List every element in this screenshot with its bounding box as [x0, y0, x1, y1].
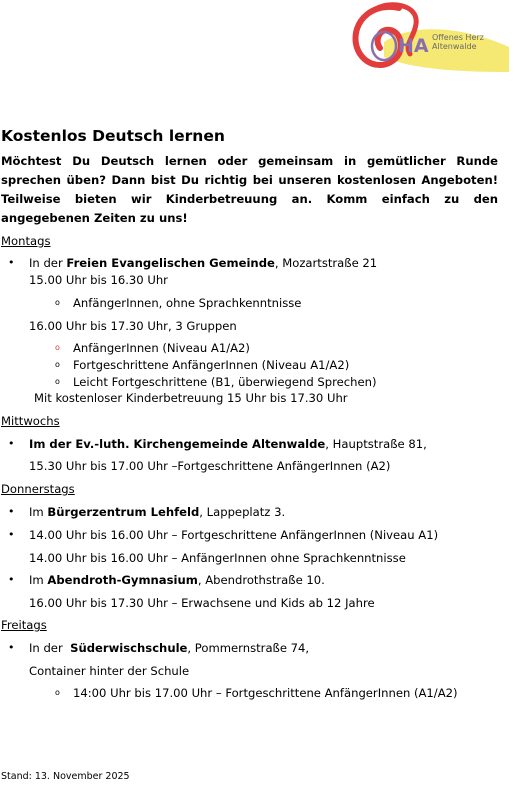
bullet-icon: • [8, 437, 15, 450]
donnerstags-time3: 16.00 Uhr bis 17.30 Uhr – Erwachsene und Kids ab 12 Jahre [29, 596, 375, 610]
location-address: , Pommernstraße 74, [187, 641, 310, 655]
bullet-icon: • [8, 528, 15, 541]
circle-bullet-icon: o [55, 377, 60, 386]
bullet-icon: • [8, 256, 15, 269]
logo-tagline-line2: Altenwalde [432, 42, 477, 51]
heading-mittwochs: Mittwochs [1, 414, 60, 428]
footer-date: Stand: 13. November 2025 [1, 771, 130, 782]
svg-text:HA: HA [398, 35, 429, 57]
circle-bullet-icon: o [55, 298, 60, 307]
oha-logo [344, 2, 510, 76]
freitags-time: 14:00 Uhr bis 17.00 Uhr – Fortgeschrittene AnfängerInnen (A1/A2) [73, 686, 458, 700]
montags-time1: 15.00 Uhr bis 16.30 Uhr [29, 273, 168, 287]
location-prefix: In der [29, 641, 71, 655]
montags-time2: 16.00 Uhr bis 17.30 Uhr, 3 Gruppen [29, 319, 237, 333]
donnerstags-time2: 14.00 Uhr bis 16.00 Uhr – AnfängerInnen ohne Sprachkenntnisse [29, 551, 406, 565]
freitags-location [29, 641, 309, 655]
location-address: , Mozartstraße 21 [274, 256, 378, 270]
montags-group1: AnfängerInnen, ohne Sprachkenntnisse [73, 296, 302, 310]
location-name: Freien Evangelischen Gemeinde [66, 256, 275, 270]
donnerstags-location2 [29, 573, 325, 587]
location-name: Bürgerzentrum Lehfeld [47, 505, 200, 519]
montags-group2b: Fortgeschrittene AnfängerInnen (Niveau A1/A2) [73, 358, 350, 372]
location-address: , Abendrothstraße 10. [197, 573, 325, 587]
circle-bullet-icon: o [55, 688, 60, 697]
montags-group2c: Leicht Fortgeschrittene (B1, überwiegend Sprechen) [73, 375, 377, 389]
page-title: Kostenlos Deutsch lernen [1, 127, 225, 145]
montags-childcare: Mit kostenloser Kinderbetreuung 15 Uhr bis 17.30 Uhr [34, 391, 348, 405]
heart-logo-icon [344, 2, 510, 76]
bullet-icon: • [8, 641, 15, 654]
logo-tagline [432, 33, 484, 51]
bullet-icon: • [8, 573, 15, 586]
location-prefix: Im [29, 505, 48, 519]
location-name: Im der Ev.-luth. Kirchengemeinde Altenwalde [29, 437, 326, 451]
mittwochs-time: 15.30 Uhr bis 17.00 Uhr –Fortgeschrittene AnfängerInnen (A2) [29, 459, 391, 473]
logo-tagline-line1: Offenes Herz [432, 33, 484, 42]
circle-bullet-icon: o [55, 360, 60, 369]
donnerstags-time1: 14.00 Uhr bis 16.00 Uhr – Fortgeschrittene AnfängerInnen (Niveau A1) [29, 528, 439, 542]
mittwochs-location [29, 437, 427, 451]
intro-paragraph [1, 152, 498, 228]
freitags-location-extra: Container hinter der Schule [29, 664, 190, 678]
location-prefix: Im [29, 573, 48, 587]
circle-bullet-icon: o [55, 343, 60, 352]
location-name: Süderwischschule [70, 641, 188, 655]
heading-donnerstags: Donnerstags [1, 482, 75, 496]
intro-text: Möchtest Du Deutsch lernen oder gemeinsam in gemütlicher Runde sprechen üben? Dann bist Du richtig bei unseren kostenlosen Angeboten! Teilweise bieten wir Kinderbetreuung an. Komm einfach zu den angegebenen Zeiten zu uns! [1, 154, 498, 225]
donnerstags-location1 [29, 505, 285, 519]
location-prefix: In der [29, 256, 67, 270]
bullet-icon: • [8, 505, 15, 518]
montags-location [29, 256, 377, 270]
montags-group2a: AnfängerInnen (Niveau A1/A2) [73, 341, 250, 355]
location-address: , Lappeplatz 3. [199, 505, 286, 519]
location-name: Abendroth-Gymnasium [47, 573, 198, 587]
heading-montags: Montags [1, 234, 51, 248]
heading-freitags: Freitags [1, 618, 47, 632]
location-address: , Hauptstraße 81, [325, 437, 427, 451]
